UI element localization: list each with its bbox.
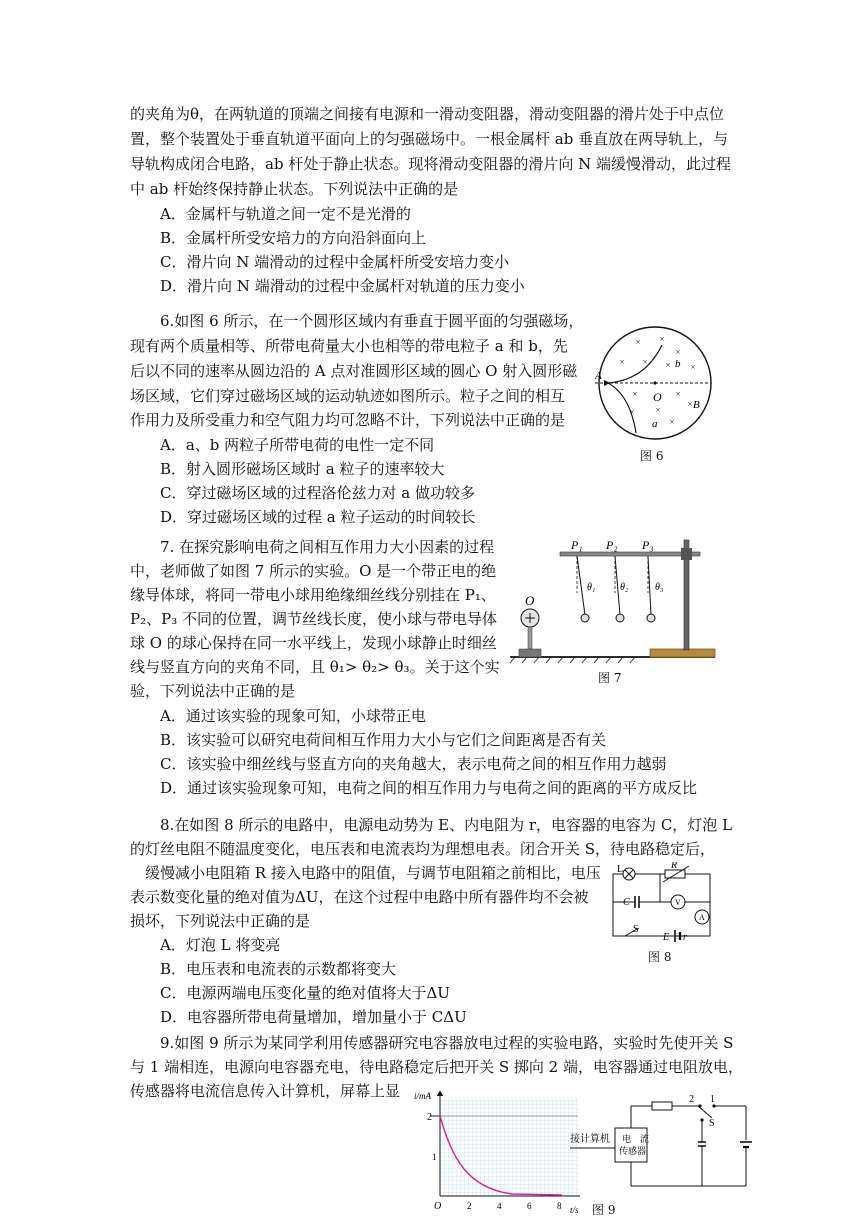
q6-option-a: A．a、b 两粒子所带电荷的电性一定不同 [160, 436, 435, 454]
q7-line: 缘导体球，将同一带电小球用绝缘细丝线分别挂在 P₁、 [130, 586, 496, 604]
label-A: A [699, 913, 705, 922]
svg-text:×: × [687, 399, 693, 409]
figure-7-caption: 图 7 [598, 671, 622, 685]
to-computer-label: 接计算机 [570, 1134, 610, 1145]
svg-text:×: × [690, 362, 696, 372]
q7-line: P₂、P₃ 不同的位置，调节丝线长度，使小球与带电导体 [130, 610, 497, 628]
q6-line: 场区域，它们穿过磁场区域的运动轨迹如图所示。粒子之间的相互 [130, 387, 566, 405]
q5-option-c: C．滑片向 N 端滑动的过程中金属杆所受安培力变小 [160, 253, 510, 271]
svg-text:×: × [675, 389, 681, 399]
svg-text:×: × [659, 334, 665, 344]
sensor-label-2: 传感器 [619, 1146, 647, 1156]
q8-option-d: D．电容器所带电荷量增加，增加量小于 CΔU [160, 1008, 467, 1026]
figure-7-coulomb-experiment [505, 535, 720, 665]
svg-text:×: × [635, 337, 641, 347]
svg-text:×: × [619, 357, 625, 367]
svg-text:×: × [665, 360, 671, 370]
q8-line: 损坏，下列说法中正确的是 [130, 912, 311, 930]
label-O: O [653, 390, 662, 404]
switch-terminal-1: 1 [710, 1094, 715, 1105]
q5-line: 导轨构成闭合电路，ab 杆处于静止状态。现将滑动变阻器的滑片向 N 端缓慢滑动，此过程 [130, 155, 731, 173]
label-theta1: θ₁ [587, 582, 596, 593]
figure-9-circuit [570, 1090, 755, 1198]
svg-text:×: × [629, 407, 635, 417]
q9-line: 9.如图 9 所示为某同学利用传感器研究电容器放电过程的实验电路，实验时先使开关 S [160, 1034, 734, 1052]
q6-option-b: B．射入圆形磁场区域时 a 粒子的速率较大 [160, 460, 445, 478]
q8-line: 表示数变化量的绝对值为ΔU，在这个过程中电路中所有器件均不会被 [130, 888, 589, 906]
label-b: b [675, 358, 681, 370]
q8-line: 的灯丝电阻不随温度变化，电压表和电流表均为理想电表。闭合开关 S，待电路稳定后， [130, 840, 716, 858]
q7-line: 球 O 的球心保持在同一水平线上，发现小球静止时细丝 [130, 634, 497, 652]
figure-8-caption: 图 8 [648, 950, 672, 964]
q5-option-d: D．滑片向 N 端滑动的过程中金属杆对轨道的压力变小 [160, 277, 525, 295]
label-E: E [663, 932, 670, 943]
q5-option-a: A．金属杆与轨道之间一定不是光滑的 [160, 205, 411, 223]
svg-text:×: × [675, 347, 681, 357]
q7-line: 7. 在探究影响电荷之间相互作用力大小因素的过程 [160, 538, 495, 556]
x-tick-8: 8 [557, 1201, 562, 1211]
label-C: C [623, 897, 630, 908]
q7-option-b: B．该实验可以研究电荷间相互作用力大小与它们之间距离是否有关 [160, 731, 607, 749]
q8-option-c: C．电源两端电压变化量的绝对值将大于ΔU [160, 984, 450, 1002]
q6-line: 后以不同的速率从圆边沿的 A 点对准圆形区域的圆心 O 射入圆形磁 [130, 362, 578, 380]
x-tick-4: 4 [497, 1201, 502, 1211]
q9-line: 传感器将电流信息传入计算机，屏幕上显 [130, 1082, 401, 1100]
label-O: O [525, 593, 535, 608]
svg-text:×: × [669, 417, 675, 427]
label-theta3: θ₃ [655, 582, 664, 593]
q5-line: 置，整个装置处于垂直轨道平面向上的匀强磁场中。一根金属杆 ab 垂直放在两导轨上，与 [130, 130, 729, 148]
q6-line: 作用力及所受重力和空气阻力均可忽略不计，下列说法中正确的是 [130, 411, 566, 429]
figure-6-magnetic-field-circle [590, 315, 720, 445]
label-R: R [671, 862, 678, 871]
svg-text:×: × [642, 357, 648, 367]
q6-line: 6.如图 6 所示，在一个圆形区域内有垂直于圆平面的匀强磁场， [160, 312, 584, 330]
sensor-label-1: 电 流 [622, 1134, 650, 1144]
label-theta2: θ₂ [620, 582, 629, 593]
q7-line: 验，下列说法中正确的是 [130, 682, 296, 700]
label-L: L [617, 864, 624, 875]
q7-line: 线与竖直方向的夹角不同，且 θ₁> θ₂> θ₃。关于这个实 [130, 658, 500, 676]
y-axis-label: i/mA [414, 1091, 431, 1101]
label-P1: P₁ [571, 538, 583, 552]
y-tick-1: 1 [432, 1152, 437, 1162]
figure-6-caption: 图 6 [640, 449, 664, 463]
q9-line: 与 1 端相连，电源向电容器充电，待电路稳定后把开关 S 掷向 2 端，电容器通过电阻放电， [130, 1058, 743, 1076]
q7-line: 中，老师做了如图 7 所示的实验。O 是一个带正电的绝 [130, 562, 497, 580]
q8-option-a: A．灯泡 L 将变亮 [160, 936, 281, 954]
label-P2: P₂ [606, 538, 618, 552]
switch-terminal-2: 2 [689, 1094, 694, 1105]
label-B: B [693, 399, 700, 411]
label-a: a [652, 418, 658, 430]
q8-line: 8.在如图 8 所示的电路中，电源电动势为 E、内电阻为 r，电容器的电容为 C，灯泡 L [160, 816, 733, 834]
x-tick-2: 2 [467, 1201, 472, 1211]
q6-line: 现有两个质量相等、所带电荷量大小也相等的带电粒子 a 和 b，先 [130, 337, 568, 355]
q8-option-b: B．电压表和电流表的示数都将变大 [160, 960, 397, 978]
label-V: V [675, 898, 681, 907]
figure-9-caption: 图 9 [592, 1203, 616, 1217]
switch-label-S: S [709, 1118, 715, 1129]
q8-line: 缓慢减小电阻箱 R 接入电路中的阻值，与调节电阻箱之前相比，电压 [145, 864, 601, 882]
figure-9-discharge-graph [412, 1088, 582, 1216]
x-axis-label: t/s [570, 1205, 579, 1215]
label-P3: P₃ [642, 538, 654, 552]
q7-option-a: A．通过该实验的现象可知，小球带正电 [160, 707, 426, 725]
q5-line: 中 ab 杆始终保持静止状态。下列说法中正确的是 [130, 180, 459, 198]
q7-option-c: C．该实验中细丝线与竖直方向的夹角越大，表示电荷之间的相互作用力越弱 [160, 755, 667, 773]
svg-text:×: × [655, 405, 661, 415]
label-S: S [633, 924, 639, 935]
q6-option-c: C．穿过磁场区域的过程洛伦兹力对 a 做功较多 [160, 484, 475, 502]
label-A: A [595, 370, 602, 382]
svg-text:×: × [632, 389, 638, 399]
label-r: r [683, 932, 687, 943]
q5-option-b: B．金属杆所受安培力的方向沿斜面向上 [160, 229, 427, 247]
q6-option-d: D．穿过磁场区域的过程 a 粒子运动的时间较长 [160, 508, 476, 526]
origin-label: O [434, 1201, 442, 1212]
x-tick-6: 6 [527, 1201, 532, 1211]
q5-line: 的夹角为θ，在两轨道的顶端之间接有电源和一滑动变阻器，滑动变阻器的滑片处于中点位 [130, 105, 725, 123]
y-tick-2: 2 [427, 1112, 432, 1123]
q7-option-d: D．通过该实验现象可知，电荷之间的相互作用力与电荷之间的距离的平方成反比 [160, 779, 698, 797]
figure-8-circuit [605, 862, 720, 944]
